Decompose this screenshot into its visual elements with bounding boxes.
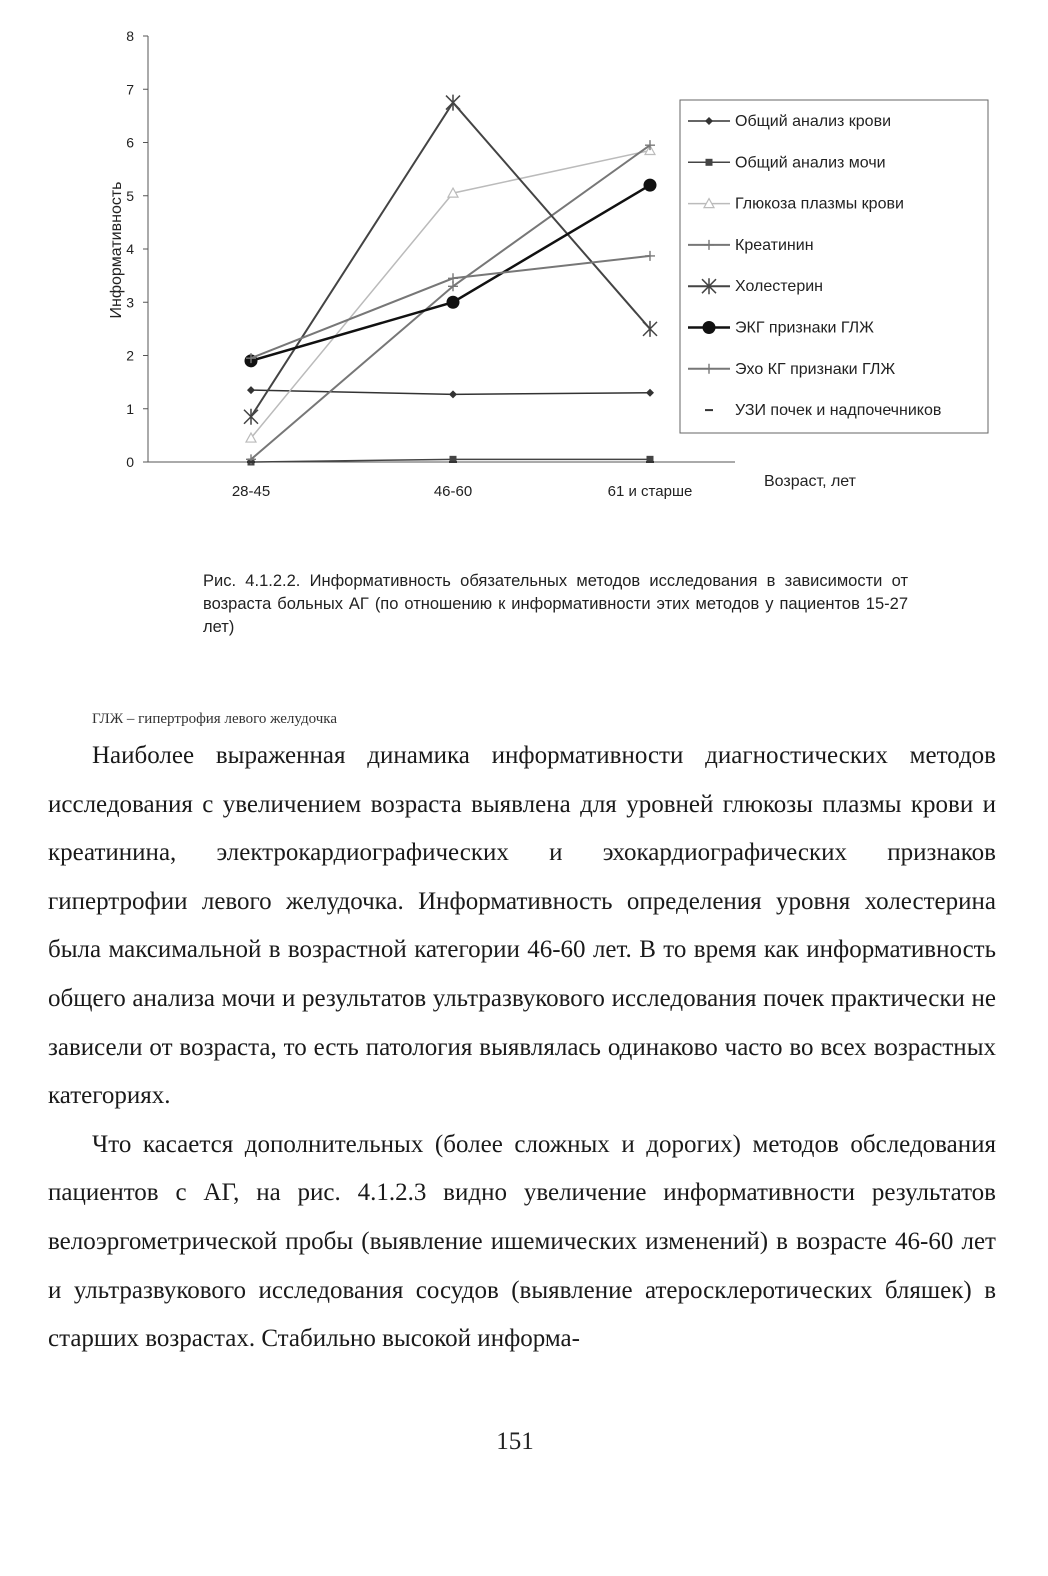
chart-series [244,95,657,466]
y-tick-label: 0 [126,454,134,470]
series-5 [244,95,657,425]
data-point [643,321,657,337]
y-tick-label: 6 [126,134,134,151]
x-tick-label: 46-60 [433,483,473,500]
data-point [247,386,255,394]
legend-label: Креатинин [735,236,814,254]
figure-caption: Рис. 4.1.2.2. Информативность обязательных методов исследования в зависимости от возраста больных АГ (по отношению к информативности этих методов у пациентов 15-27 лет) [203,572,908,636]
legend-label: Холестерин [735,278,823,296]
legend-label: Общий анализ крови [735,113,892,130]
data-point [244,409,258,425]
y-tick-label: 3 [126,294,134,311]
series-line [251,103,650,417]
data-point [646,389,654,397]
paragraph: Что касается дополнительных (более сложных и дорогих) методов обследования пациентов с АГ, на рис. 4.1.2.3 видно увеличение информативности результатов велоэргометрической пробы (выявление ишемических изменений) в возрасте 46-60 лет и ультразвукового исследования сосудов (выявление атеросклеротических бляшек) в старших возрастах. Стабильно высокой информа- [48,1130,996,1353]
line-chart [0,0,1048,540]
series-3 [246,145,655,442]
data-point [645,251,655,261]
y-tick-label: 4 [126,241,134,257]
legend-box [680,100,988,433]
y-tick-label: 8 [126,28,134,44]
series-2 [248,456,654,466]
y-axis-label: Информативность [108,181,125,319]
data-point [447,296,460,309]
x-axis-label: Возраст, лет [764,473,856,490]
x-tick-label: 61 и старше [607,483,693,500]
y-tick-label: 2 [126,347,134,364]
legend-label: Эхо КГ признаки ГЛЖ [735,360,896,378]
y-tick-label: 5 [126,187,134,204]
legend-item [705,402,941,419]
legend-label: УЗИ почек и надпочечников [735,402,942,420]
series-6 [245,179,657,368]
legend-label: Глюкоза плазмы крови [735,195,904,213]
data-point [448,273,458,283]
paragraph: Наиболее выраженная динамика информативности диагностических методов исследования с увеличением возраста выявлена для уровней глюкозы плазмы крови и креатинина, электрокардиографических и эхокардиографических признаков гипертрофии левого желудочка. Информативность определения уровня холестерина была максимальной в возрастной категории 46-60 лет. В то время как информативность общего анализа мочи и результатов ультразвукового исследования почек практически не зависели от возраста, то есть патология выявлялась одинаково часто во всех возрастных категориях. [48,742,996,1110]
legend-label: Общий анализ мочи [735,154,886,172]
legend-marker [703,321,716,334]
legend-item [688,278,823,295]
abbreviation-note: ГЛЖ – гипертрофия левого желудочка [92,711,337,727]
y-tick-label: 7 [126,81,134,98]
data-point [449,390,457,398]
series-1 [247,386,654,398]
page-number: 151 [496,1428,534,1455]
y-tick-label: 1 [126,400,134,417]
data-point [644,179,657,192]
legend-label: ЭКГ признаки ГЛЖ [735,319,874,337]
legend-marker [706,159,713,166]
data-point [446,95,460,111]
body-text [48,732,996,1364]
chart-legend [680,100,988,433]
x-tick-label: 28-45 [231,483,271,500]
